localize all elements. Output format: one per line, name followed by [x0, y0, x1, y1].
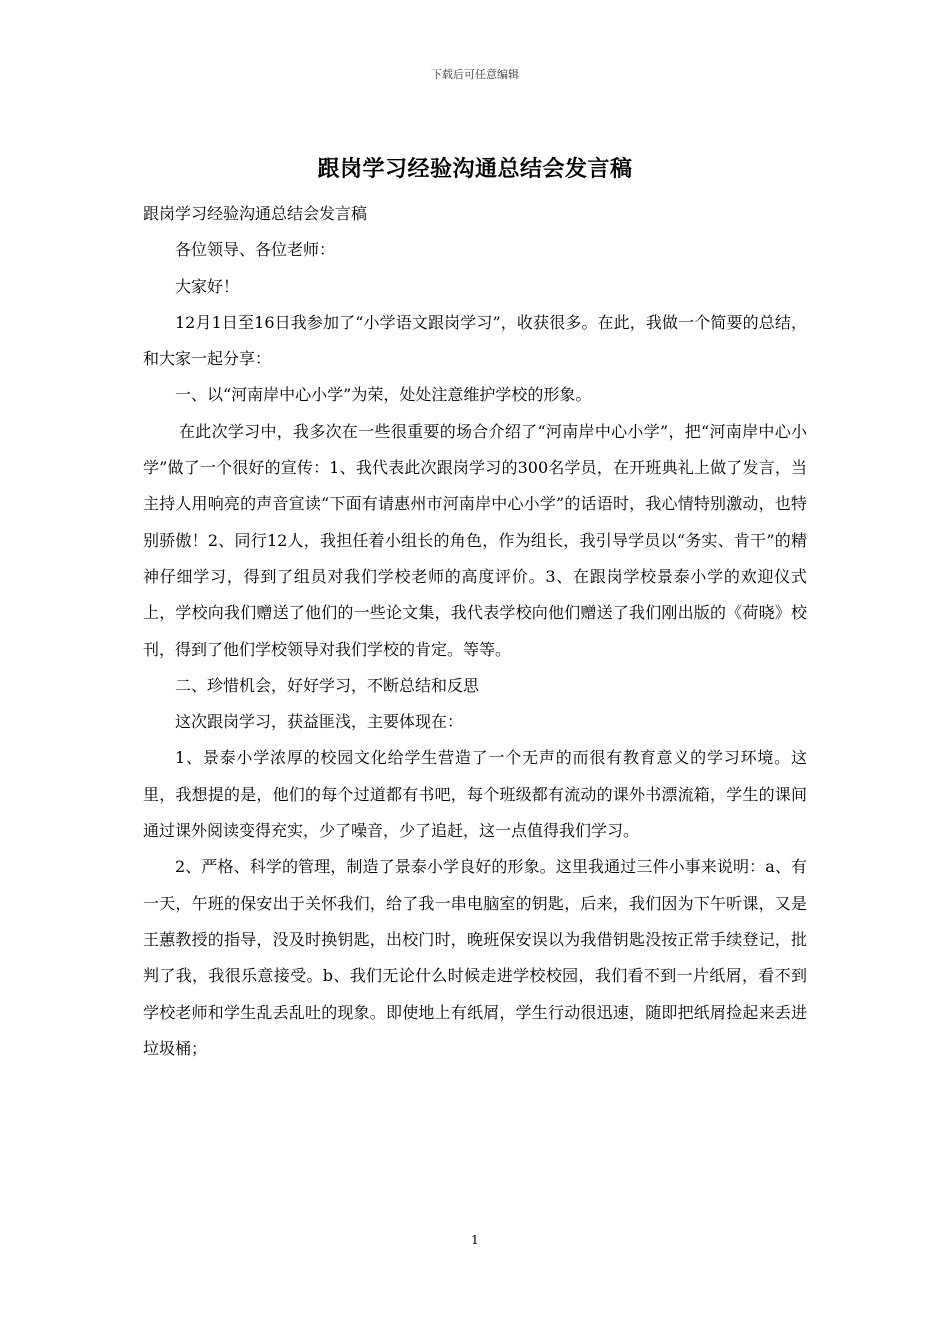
section-1-paragraph: 在此次学习中，我多次在一些很重要的场合介绍了“河南岸中心小学”，把“河南岸中心小学”做了一个很好的宣传：1、我代表此次跟岗学习的300名学员，在开班典礼上做了发言，当主持人用响亮的声音宣读“下面有请惠州市河南岸中心小学”的话语时，我心情特别激动，也特别骄傲！2、同行12人，我担任着小组长的角色，作为组长，我引导学员以“务实、肯干”的精神仔细学习，得到了组员对我们学校老师的高度评价。3、在跟岗学校景泰小学的欢迎仪式上，学校向我们赠送了他们的一些论文集，我代表学校向他们赠送了我们刚出版的《荷晓》校刊，得到了他们学校领导对我们学校的肯定。等等。: [143, 421, 807, 659]
subtitle-paragraph: 跟岗学习经验沟通总结会发言稿: [143, 204, 368, 223]
section-2-intro-paragraph: 这次跟岗学习，获益匪浅，主要体现在：: [175, 712, 464, 732]
header-note: 下载后可任意编辑: [431, 68, 519, 81]
point-1-paragraph: 1、景泰小学浓厚的校园文化给学生营造了一个无声的而很有教育意义的学习环境。这里，我想提的是，他们的每个过道都有书吧，每个班级都有流动的课外书漂流箱，学生的课间通过课外阅读变得充实，少了噪音，少了追赶，这一点值得我们学习。: [143, 748, 807, 841]
document-body: [143, 196, 807, 1067]
page-number: 1: [471, 1233, 479, 1247]
point-2-paragraph: 2、严格、科学的管理，制造了景泰小学良好的形象。这里我通过三件小事来说明：a、有一天，午班的保安出于关怀我们，给了我一串电脑室的钥匙，后来，我们因为下午听课，又是王蕙教授的指导，没及时换钥匙，出校门时，晚班保安误以为我借钥匙没按正常手续登记，批判了我，我很乐意接受。b、我们无论什么时候走进学校校园，我们看不到一片纸屑，看不到学校老师和学生乱丢乱吐的现象。即使地上有纸屑，学生行动很迅速，随即把纸屑捡起来丢进垃圾桶；: [143, 857, 807, 1058]
section-heading-2: 二、珍惜机会，好好学习，不断总结和反思: [175, 675, 480, 695]
section-heading-1: 一、以“河南岸中心小学”为荣，处处注意维护学校的形象。: [175, 385, 592, 405]
document-title: 跟岗学习经验沟通总结会发言稿: [317, 156, 633, 182]
salutation-paragraph: 各位领导、各位老师：: [175, 240, 336, 260]
greeting-paragraph: 大家好！: [175, 276, 240, 296]
intro-paragraph: 12月1日至16日我参加了“小学语文跟岗学习”，收获很多。在此，我做一个简要的总结，和大家一起分享：: [143, 312, 807, 369]
